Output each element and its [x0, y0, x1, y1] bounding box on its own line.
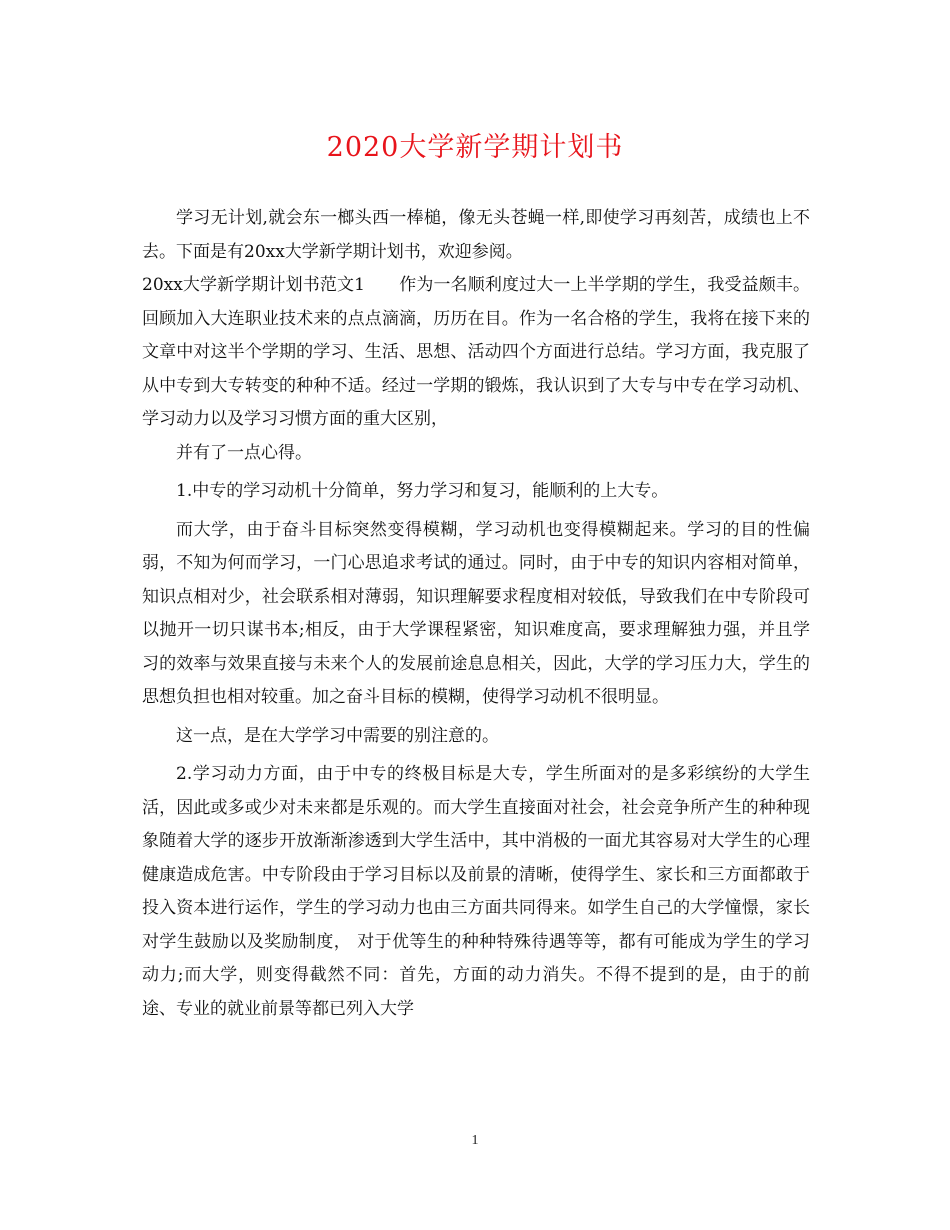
paragraph-insight: 并有了一点心得。	[176, 442, 312, 463]
paragraph-sample-1: 20xx大学新学期计划书范文1 作为一名顺利度过大一上半学期的学生，我受益颇丰。回顾加入大连职业技术来的点点滴滴，历历在目。作为一名合格的学生，我将在接下来的文章中对这半个学期的学习、生活、思想、活动四个方面进行总结。学习方面，我克服了从中专到大专转变的种种不适。经过一学期的锻炼，我认识到了大专与中专在学习动机、学习动力以及学习习惯方面的重大区别，	[142, 275, 810, 429]
paragraph-attention: 这一点，是在大学学习中需要的别注意的。	[176, 725, 499, 746]
paragraph-point-1: 1.中专的学习动机十分简单，努力学习和复习，能顺利的上大专。	[176, 481, 669, 501]
paragraph-intro: 学习无计划,就会东一榔头西一棒槌，像无头苍蝇一样,即使学习再刻苦，成绩也上不去。下面是有20xx大学新学期计划书，欢迎参阅。	[142, 208, 810, 262]
document-body	[142, 202, 810, 1026]
paragraph-university-motivation: 而大学，由于奋斗目标突然变得模糊，学习动机也变得模糊起来。学习的目的性偏弱，不知为何而学习，一门心思追求考试的通过。同时，由于中专的知识内容相对简单，知识点相对少，社会联系相对薄弱，知识理解要求程度相对较低，导致我们在中专阶段可以抛开一切只谋书本;相反，由于大学课程紧密，知识难度高，要求理解独力强，并且学习的效率与效果直接与未来个人的发展前途息息相关，因此，大学的学习压力大，学生的思想负担也相对较重。加之奋斗目标的模糊，使得学习动机不很明显。	[142, 519, 810, 707]
document-title: 2020大学新学期计划书	[326, 132, 624, 163]
page-number: 1	[471, 1133, 479, 1148]
paragraph-point-2: 2.学习动力方面，由于中专的终极目标是大专，学生所面对的是多彩缤纷的大学生活，因此或多或少对未来都是乐观的。而大学生直接面对社会，社会竞争所产生的种种现象随着大学的逐步开放渐渐渗透到大学生活中，其中消极的一面尤其容易对大学生的心理健康造成危害。中专阶段由于学习目标以及前景的清晰，使得学生、家长和三方面都敢于投入资本进行运作，学生的学习动力也由三方面共同得来。如学生自己的大学憧憬，家长对学生鼓励以及奖励制度， 对于优等生的种种特殊待遇等等，都有可能成为学生的学习动力;而大学，则变得截然不同：首先，方面的动力消失。不得不提到的是，由于的前途、专业的就业前景等都已列入大学	[142, 764, 810, 1019]
